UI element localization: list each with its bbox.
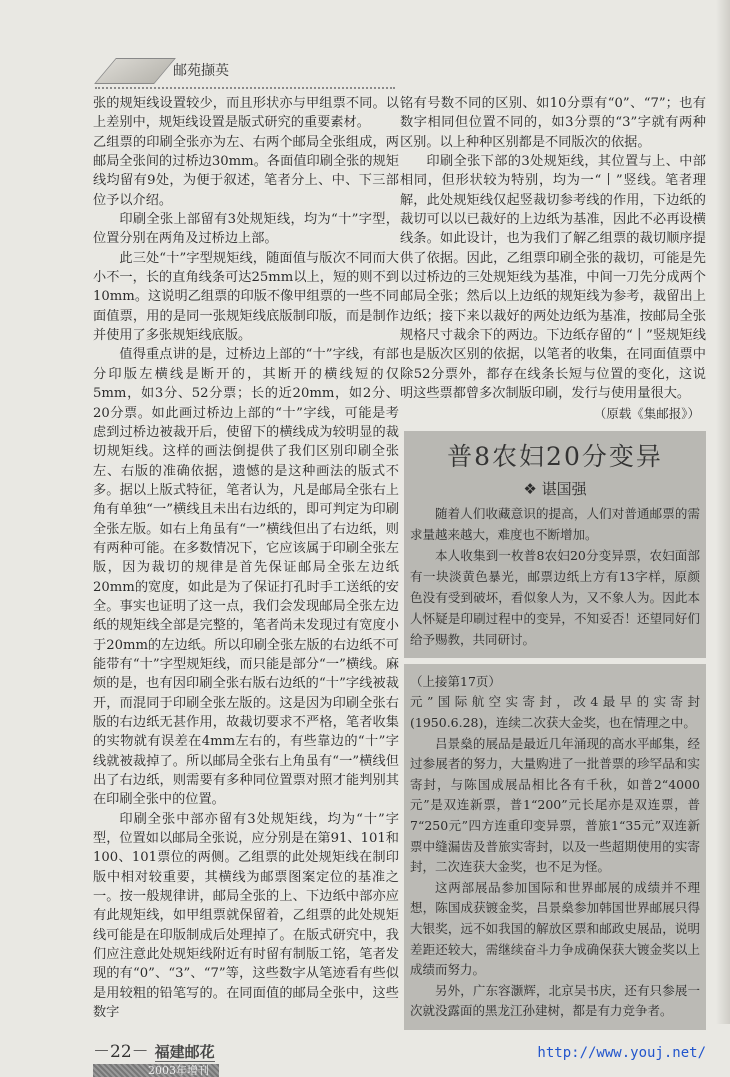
right-column (400, 94, 706, 423)
paragraph: 印刷全张上部留有3处规矩线，均为“十”字型，位置分别在两角及过桥边上部。 (93, 212, 399, 247)
continued-article-box (404, 664, 706, 1030)
source-citation: （原载《集邮报》） (593, 405, 700, 421)
paragraph: 铭有号数不同的区别、如10分票有“0”、“7”；也有数字相同但位置不同的，如3分票的“3”字就有两种区别。以上种种区别都是不同版次的依据。 (400, 96, 706, 150)
left-column (93, 94, 399, 1023)
sidebar-article-author: ❖ 谌国强 (523, 479, 587, 498)
paragraph: 印刷全张中部亦留有3处规矩线，均为“十”字型，位置如以邮局全张说，应分别是在第91、101和100、101票位的两侧。乙组票的此处规矩线在制印版中相对较重要，其横线为邮票图案定位的基准之一。按一般规律讲，邮局全张的上、下边纸中部亦应有此规矩线，如甲组票就保留着，乙组票的此处规矩线可能是在印版制成后处理掉了。在版式研究中，我们应注意此处规矩线附近有时留有制版工铭，笔者发现的有“0”、“3”、“7”等，这些数字从笔迹看有些似是用较粗的铅笔写的。在同面值的邮局全张中，这些数字 (93, 811, 399, 1021)
magazine-name: 福建邮花 (154, 1042, 215, 1061)
section-header (95, 50, 395, 90)
paragraph: 本人收集到一枚普8农妇20分变异票，农妇面部有一块淡黄色暴光，邮票边纸上方有13字样，原颜色没有受到破坏，看似象人为，又不象人为。因此本人怀疑是印刷过程中的变异，不知妥否！还望同好们给予赐教，共同研讨。 (410, 547, 700, 647)
page-footer (93, 1037, 399, 1077)
paragraph: 乙组票的印刷全张亦为左、右两个邮局全张组成，两邮局全张间的过桥边30mm。各面值印刷全张的规矩线均留有9处，为便于叙述，笔者分上、中、下三部位予以介绍。 (93, 134, 399, 208)
header-rule (95, 87, 395, 89)
issue-label: 2003年增刊 (93, 1064, 219, 1077)
paragraph: 张的规矩线设置较少，而且形状亦与甲组票不同。以上差别中，规矩线设置是版式研究的重要素材。 (93, 96, 399, 131)
continued-from-note: （上接第17页） (410, 673, 501, 689)
paragraph: 元”国际航空实寄封，改4最早的实寄封(1950.6.28)，连续二次获大金奖，也在情理之中。 (410, 694, 700, 731)
paragraph: 随着人们收藏意识的提高，人们对普通邮票的需求量越来越大，难度也不断增加。 (410, 505, 700, 542)
sidebar-article-title: 普8农妇20分变异 (447, 441, 663, 471)
page-number: －22－ (93, 1041, 149, 1062)
paragraph: 值得重点讲的是，过桥边上部的“十”字线，有部分印版左横线是断开的，其断开的横线短的仅5mm，如3分、52分票；长的近20mm，如2分、20分票。如此画过桥边上部的“十”字线，可能是考虑到过桥边被裁开后，使留下的横线成为较明显的裁切规矩线。这样的画法倒提供了我们区别印刷全张左、右版的准确依据，遗憾的是这种画法的版式不多。据以上版式特征，笔者认为，凡是邮局全张右上角有单独“一”横线且未出右边纸的，即可判定为印刷全张左版。如右上角虽有“一”横线但出了右边纸，则有两种可能。在多数情况下，它应该属于印刷全张左版，因为裁切的规律是首先保证邮局全张左边纸20mm的宽度，如此是为了保证打孔时手工送纸的安全。事实也证明了这一点，我们会发现邮局全张左边纸的规矩线全部是完整的，笔者尚未发现过有宽度小于20mm的左边纸。所以印刷全张左版的右边纸不可能带有“十”字型规矩线，而只能是部分“一”横线。麻烦的是，也有因印刷全张右版右边纸的“十”字线被裁开，而混同于印刷全张左版的。这是因为印刷全张右版的右边纸无甚作用，故裁切要求不严格，笔者收集的实物就有误差在4mm左右的，有些靠边的“十”字线就被裁掉了。所以邮局全张右上角虽有“一”横线但出了右边纸，则需要有多种同位置票对照才能判别其在印刷全张中的位置。 (93, 347, 399, 808)
paragraph: 此三处“十”字型规矩线，随面值与版次不同而大小不一，长的直角线条可达25mm以上，短的则不到10mm。这说明乙组票的印版不像甲组票的一些不同面值票，用的是同一张规矩线底版制印版，而是制作并使用了多张规矩线底版。 (93, 250, 399, 344)
paragraph: 吕景燊的展品是最近几年涌现的高水平邮集，经过参展者的努力，大量购进了一批普票的珍罕品和实寄封，与陈国成展品相比各有千秋，如普2“4000元”是双连新票，普1“200”元长尾亦是双连票，普7“250元”四方连重印变异票，普旅1“35元”双连新票中缝漏齿及普旅实寄封，以及一些超期使用的实寄封，二次连获大金奖，也不足为怪。 (410, 735, 700, 875)
paragraph: 印刷全张下部的3处规矩线，其位置与上、中部相同，但形状较为特别，均为一“丨”竖线。笔者理解，此处规矩线仅起竖裁切参考线的作用，下边纸的裁切可以以已裁好的上边纸为基准，因此不必再设横线条。如此设计，也为我们了解乙组票的裁切顺序提供了依据。因此，乙组票印刷全张的裁切，可能是先以过桥边的三处规矩线为基准，中间一刀先分成两个邮局全张；然后以上边纸的规矩线为参考，裁留出上边纸；接下来以裁好的两处边纸为基准，按邮局全张规格尺寸裁余下的两边。下边纸存留的“丨”竖规矩线也是版次区别的依据，以笔者的收集，在同面值票中除52分票外，都存在线条长短与位置的变化，这说明这些票都曾多次制版印刷，发行与使用量很大。 (400, 154, 706, 402)
left-column-wrapper (93, 94, 399, 1077)
paragraph: 另外，广东容灏辉，北京吴书庆，还有只参展一次就没露面的黑龙江孙建树，都是有力竞争者。 (410, 982, 700, 1019)
watermark-url: http://www.youj.net/ (537, 1044, 706, 1061)
right-column-wrapper (400, 94, 706, 1062)
paragraph: 这两部展品参加国际和世界邮展的成绩并不理想，陈国成获镀金奖，吕景燊参加韩国世界邮展只得大银奖，远不如我国的解放区票和邮政史展品，说明差距还较大，需继续奋斗力争成确保获大镀金奖以上成绩而努力。 (410, 879, 700, 978)
sidebar-article-box (404, 431, 706, 658)
header-decoration-icon (94, 58, 176, 84)
page-edge-shadow (716, 0, 730, 1024)
section-title: 邮苑撷英 (173, 63, 229, 79)
